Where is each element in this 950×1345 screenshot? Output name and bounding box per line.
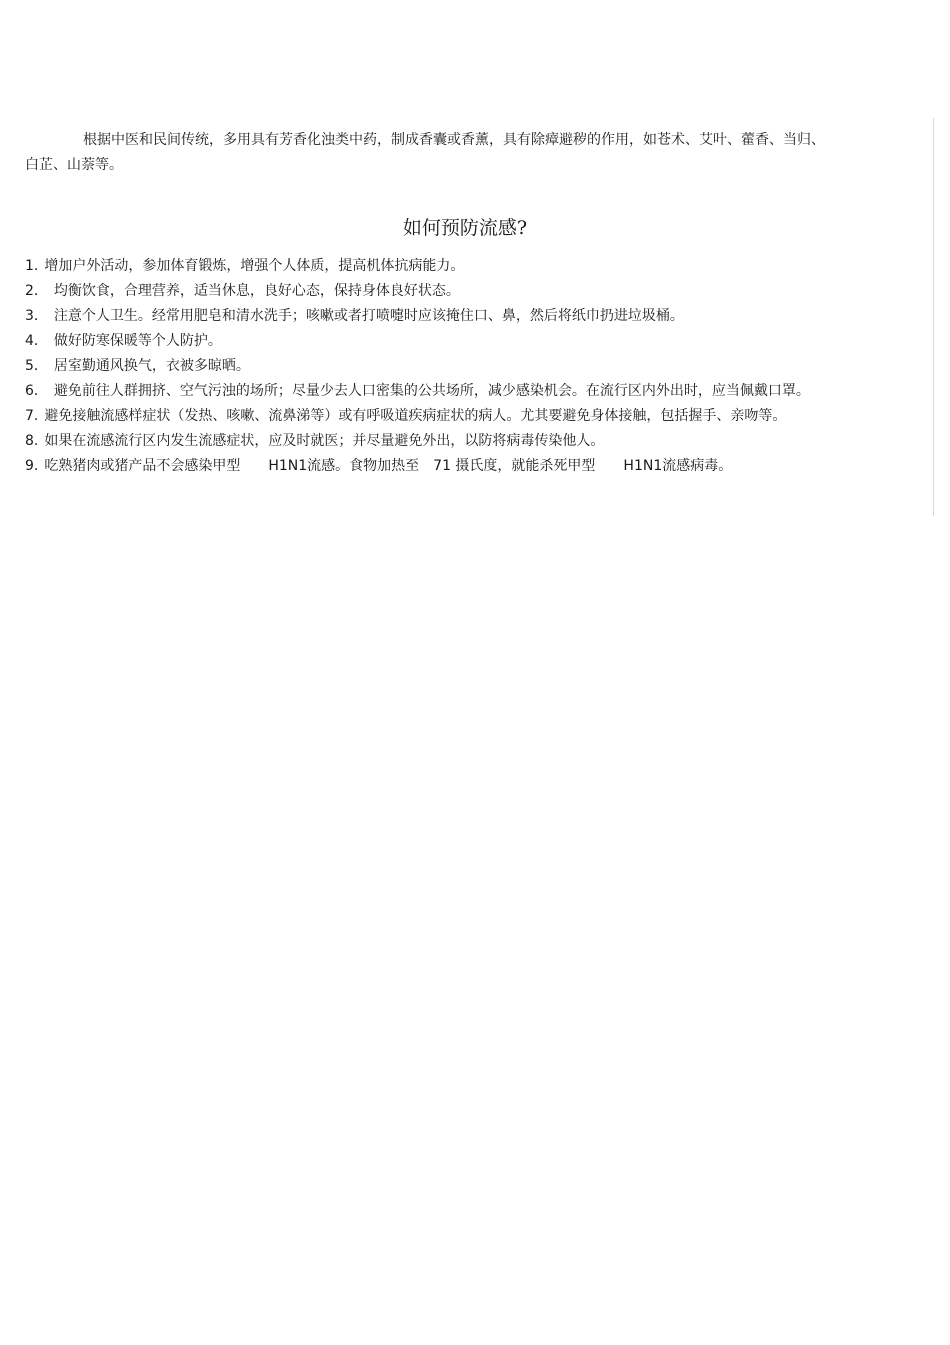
list-item-number: 1.: [25, 258, 39, 274]
prevention-list: [25, 254, 855, 479]
list-item-3: [25, 304, 855, 329]
list-item-text: 均衡饮食，合理营养，适当休息，良好心态，保持身体良好状态。: [53, 283, 460, 299]
list-item-number: 3．: [25, 308, 48, 324]
list-item-text: 居室勤通风换气，衣被多晾晒。: [53, 358, 250, 374]
list-item-number: 2．: [25, 283, 48, 299]
list-item-1: [25, 254, 855, 279]
section-heading: 如何预防流感?: [402, 217, 528, 239]
list-item-number: 5．: [25, 358, 48, 374]
list-item-4: [25, 329, 855, 354]
list-item-number: 7.: [25, 408, 39, 424]
list-item-number: 6．: [25, 383, 48, 399]
list-item-8: [25, 429, 855, 454]
list-item-text: 增加户外活动，参加体育锻炼，增强个人体质，提高机体抗病能力。: [44, 258, 465, 274]
list-item-number: 4．: [25, 333, 48, 349]
list-item-text: 如果在流感流行区内发生流感症状，应及时就医；并尽量避免外出，以防将病毒传染他人。: [44, 433, 605, 449]
list-item-text: 避免前往人群拥挤、空气污浊的场所；尽量少去人口密集的公共场所，减少感染机会。在流行区内外出时，应当佩戴口罩。: [53, 383, 810, 399]
list-item-2: [25, 279, 855, 304]
page-edge-rule: [933, 118, 934, 516]
intro-paragraph: 根据中医和民间传统，多用具有芳香化浊类中药，制成香囊或香薰，具有除瘴避秽的作用，如苍术、艾叶、藿香、当归、白芷、山萘等。: [25, 132, 825, 173]
list-item-7: [25, 404, 855, 429]
list-item-5: [25, 354, 855, 379]
list-item-6: [25, 379, 830, 404]
list-item-number: 8.: [25, 433, 39, 449]
list-item-9: [25, 454, 855, 479]
list-item-text: 避免接触流感样症状（发热、咳嗽、流鼻涕等）或有呼吸道疾病症状的病人。尤其要避免身体接触，包括握手、亲吻等。: [44, 408, 787, 424]
list-item-text: 做好防寒保暖等个人防护。: [53, 333, 222, 349]
list-item-number: 9.: [25, 458, 39, 474]
list-item-text: 吃熟猪肉或猪产品不会感染甲型 H1N1流感。食物加热至 71 摄氏度，就能杀死甲型 H1N1流感病毒。: [44, 458, 733, 474]
list-item-text: 注意个人卫生。经常用肥皂和清水洗手；咳嗽或者打喷嚏时应该掩住口、鼻，然后将纸巾扔进垃圾桶。: [53, 308, 684, 324]
